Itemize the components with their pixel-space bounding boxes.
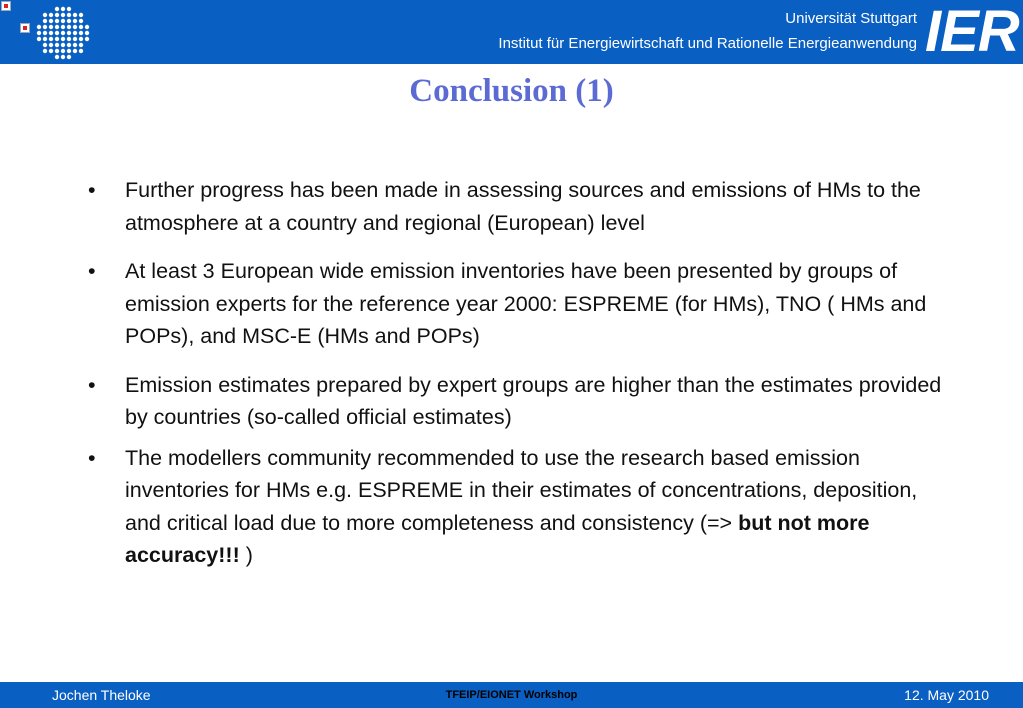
institute-name: Institut für Energiewirtschaft und Rationelle Energieanwendung [498, 35, 917, 52]
logo-dot [37, 25, 41, 29]
logo-dot [85, 37, 89, 41]
slide-title: Conclusion (1) [409, 73, 614, 109]
broken-image-icon [1, 1, 11, 11]
logo-dot [67, 25, 71, 29]
bullet-text-end: ) [239, 543, 253, 567]
logo-dot [61, 37, 65, 41]
logo-dot [61, 43, 65, 47]
logo-dot [55, 43, 59, 47]
broken-image-icon [20, 23, 30, 33]
logo-dot [79, 37, 83, 41]
logo-dot [67, 31, 71, 35]
footer-bar [0, 682, 1023, 708]
logo-dot [73, 49, 77, 53]
logo-dot [73, 13, 77, 17]
bullet-list [88, 174, 948, 572]
logo-dot [61, 19, 65, 23]
logo-dot [85, 31, 89, 35]
bullet-text: Emission estimates prepared by expert groups are higher than the estimates provided by countries (so-called official estimates) [125, 372, 942, 429]
logo-dot [61, 7, 65, 11]
logo-dot [37, 31, 41, 35]
logo-dot [79, 49, 83, 53]
logo-dot [61, 25, 65, 29]
logo-dot [67, 55, 71, 59]
logo-dot [49, 25, 53, 29]
bullet-item [88, 255, 948, 353]
logo-dot [43, 13, 47, 17]
logo-dot [49, 43, 53, 47]
bullet-icon: • [88, 178, 96, 202]
logo-dot [55, 31, 59, 35]
logo-dot [73, 43, 77, 47]
logo-dot [79, 19, 83, 23]
logo-dot [67, 19, 71, 23]
logo-dot [61, 31, 65, 35]
bullet-text: Further progress has been made in assessing sources and emissions of HMs to the atmosphere at a country and regional (European) level [125, 178, 921, 235]
logo-dot [49, 13, 53, 17]
bullet-item [88, 369, 948, 434]
logo-dot [55, 37, 59, 41]
logo-dot [49, 31, 53, 35]
logo-dot [55, 49, 59, 53]
logo-dot [79, 31, 83, 35]
bullet-item [88, 174, 948, 239]
university-name: Universität Stuttgart [785, 10, 917, 27]
logo-dot [61, 49, 65, 53]
logo-dot [73, 37, 77, 41]
logo-dot [55, 55, 59, 59]
footer-event: TFEIP/EIONET Workshop [445, 689, 578, 701]
logo-dot [43, 49, 47, 53]
logo-dot [55, 13, 59, 17]
logo-dot [67, 37, 71, 41]
logo-dot [49, 19, 53, 23]
logo-dot [67, 13, 71, 17]
header-bar [0, 0, 1023, 64]
bullet-text: At least 3 European wide emission inventories have been presented by groups of emission experts for the reference year 2000: ESPREME (for HMs), TNO ( HMs and POPs), and MSC-E (HMs and POPs) [125, 259, 927, 348]
bullet-emphasis: but not more accuracy!!! [125, 510, 870, 567]
logo-dot [67, 49, 71, 53]
footer-date: 12. May 2010 [904, 687, 989, 703]
bullet-icon: • [88, 259, 96, 283]
logo-dot [79, 43, 83, 47]
logo-dot [37, 37, 41, 41]
logo-dot [55, 19, 59, 23]
logo-dot [79, 25, 83, 29]
logo-dot [61, 55, 65, 59]
logo-dot [61, 13, 65, 17]
logo-dot [67, 7, 71, 11]
bullet-icon: • [88, 445, 96, 470]
logo-dot [67, 43, 71, 47]
ier-logo: IER [925, 0, 1019, 64]
logo-dot [43, 19, 47, 23]
logo-dot [79, 13, 83, 17]
logo-dot [43, 37, 47, 41]
logo-dot [55, 25, 59, 29]
bullet-item [88, 442, 948, 572]
logo-dot [49, 49, 53, 53]
bullet-text: The modellers community recommended to use the research based emission inventories for HMs e.g. ESPREME in their estimates of concentrations, deposition, and critical load due to more completeness and consistency (=> [125, 445, 918, 535]
logo-dot [85, 25, 89, 29]
logo-dot [73, 31, 77, 35]
logo-dot [43, 31, 47, 35]
footer-author: Jochen Theloke [52, 687, 151, 703]
logo-dot [73, 25, 77, 29]
logo-dot [73, 19, 77, 23]
logo-dot [55, 7, 59, 11]
logo-dot [43, 25, 47, 29]
logo-dot [43, 43, 47, 47]
university-logo-icon [36, 6, 90, 60]
bullet-icon: • [88, 372, 96, 397]
logo-dot [49, 37, 53, 41]
